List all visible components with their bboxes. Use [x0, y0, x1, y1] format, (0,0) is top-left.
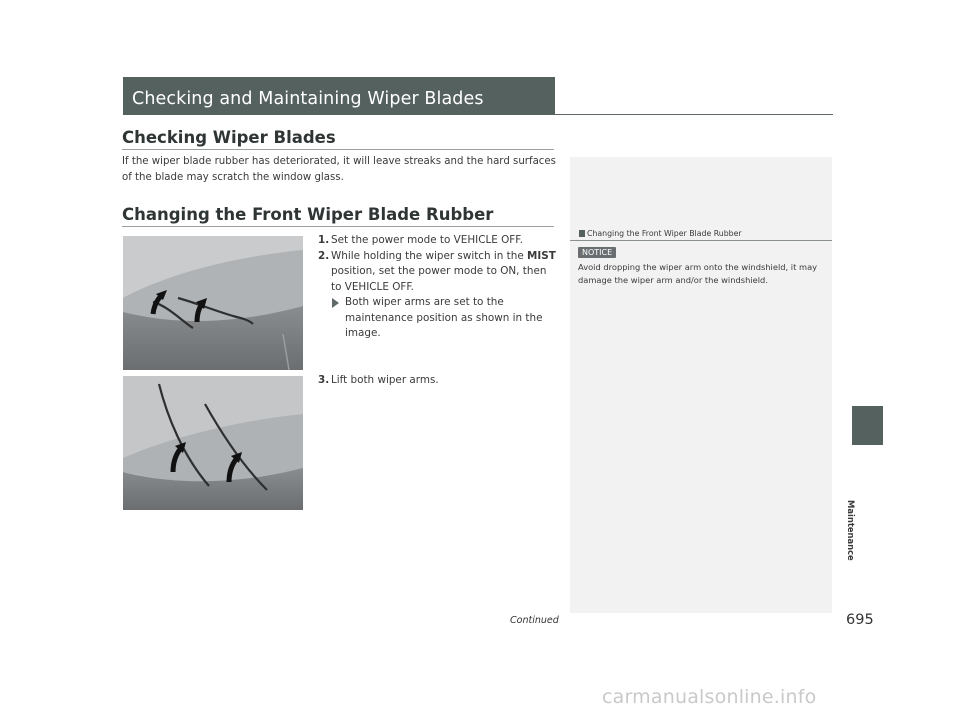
changing-heading-rule [122, 226, 554, 227]
step-1 [318, 233, 558, 249]
watermark: carmanualsonline.info [602, 686, 817, 708]
arrow-right-icon [332, 298, 339, 308]
changing-heading: Changing the Front Wiper Blade Rubber [122, 205, 494, 224]
banner-rule [555, 114, 833, 115]
notice-badge: NOTICE [578, 247, 616, 258]
result-text: Both wiper arms are set to the maintenance position as shown in the image. [345, 296, 543, 339]
checking-heading: Checking Wiper Blades [122, 128, 336, 147]
checking-heading-rule [122, 149, 554, 150]
continued-label: Continued [510, 615, 559, 626]
sidebar-rule [570, 240, 832, 241]
section-ref-icon [579, 230, 585, 237]
step-text: Set the power mode to VEHICLE OFF. [331, 234, 523, 246]
chapter-tab-text: Maintenance [846, 500, 856, 561]
step-2-result [318, 295, 558, 342]
step-2 [318, 249, 558, 296]
procedure-steps [318, 233, 558, 388]
step-text: Lift both wiper arms. [331, 373, 439, 386]
step-number: 2. [318, 249, 330, 262]
mist-keyword: MIST [527, 249, 556, 262]
step-number: 3. [318, 373, 330, 386]
sidebar-heading-text: Changing the Front Wiper Blade Rubber [587, 229, 742, 238]
step-3 [318, 373, 558, 389]
chapter-tab [852, 406, 883, 445]
notice-text: Avoid dropping the wiper arm onto the windshield, it may damage the wiper arm and/or the windshield. [578, 262, 818, 285]
section-banner [123, 77, 555, 115]
lift-wiper-arms-image [123, 376, 303, 510]
checking-paragraph: If the wiper blade rubber has deteriorated, it will leave streaks and the hard surfaces of the blade may scratch the window glass. [122, 156, 556, 183]
sidebar-note [570, 157, 832, 613]
page-number: 695 [846, 612, 874, 628]
step-text: While holding the wiper switch in the [331, 249, 528, 262]
step-number: 1. [318, 234, 330, 246]
wiper-maintenance-position-image [123, 236, 303, 370]
sidebar-heading [579, 229, 742, 238]
step-text: position, set the power mode to ON, then to VEHICLE OFF. [331, 265, 547, 293]
section-title: Checking and Maintaining Wiper Blades [132, 89, 484, 109]
